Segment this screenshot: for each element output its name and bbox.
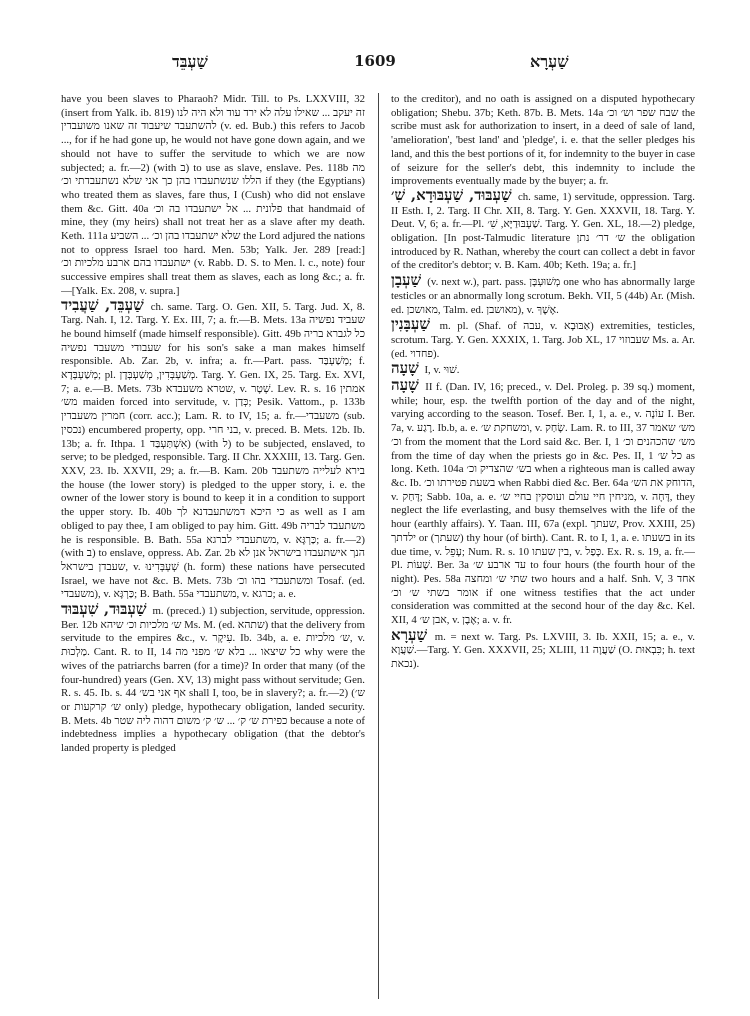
continued-entry-text: have you been slaves to Pharaoh? Midr. Till. to Ps. LXXVIII, 32 (insert from Yalk. ib. 819) זה יעקב ... שאילו עלה לא ירד עוד ולא היה לנו להשתעבד שיעבוד זה שאנו משועבדין (v. ed. Bub.) this refers to Jacob ..., for if he had gone up, he would not have gone down again, and we should not have to suffer the servitude to which we are now subjected; a. fr.—2) (with ב) to use as slave, enslave. Pes. 118b מה הללו שנשתעבדו בהן כך אני שלא נשתעבדתי וכ׳ if they (the Egyptians) who treated them as slaves, fare thus, I (Cush) who did not enslave them &c. Gitt. 40a פלונית ... אל ישתעבדו בה וכ׳ that handmaid of mine, they (my heirs) shall not treat her as a slave after my death. Keth. 111a שלא ישתעבדו בהן וכ׳ ... השביע the Lord adjured the nations not to oppress Israel too hard. Men. 53b; Yalk. Jer. 289 [read:] ישתעבדו בהם ארבע מלכיות וכ׳ (v. Rabb. D. S. to Men. l. c., note) four successive empires shall treat them as slaves, each as long &c.; a. fr.—[Yalk. Ex. 208, v. supra.] [61, 93, 365, 297]
entry-body: ch. same. Targ. O. Gen. XII, 5. Targ. Jud. X, 8. Targ. Nah. I, 12. Targ. Y. Ex. III, 7; a. fr.—B. Mets. 13a שעביד נפשיה he bound himself (made himself responsible). Gitt. 49b כל לגברא בריה שעבודי משעבד נפשיה for his son's sake a man makes himself responsible. Ab. Zar. 2b, v. infra; a. fr.—Part. pass. מְשַׁעְבַּד; f. מְשַׁעְבְּדָא; pl. מְשַׁעְבְּדִין, מְשַׁעְבְּדָן. Targ. Y. Gen. IX, 25. Targ. Ex. XVI, 7; a. e.—B. Mets. 73b שטרא משעבדא, v. שְׁטָר. Lev. R. s. 16 אמתין מש׳ maiden forced into servitude, v. כְּדַן; Pesik. Vattom., p. 133b חמרין משעבדין (corr. acc.); Lam. R. to IV, 15; a. fr.—משעבדי (sub. נכסין) encumbered property, opp. בני חרי, v. preced. B. Mets. 12b. Ib. 13b; a. fr. Ithpa. אִשְׁתַּעְבַּד 1) (with ל) to be subjected, enslaved, to serve; to be pledged, responsible. Targ. II Chr. XXXIII, 13. Targ. Gen. XXV, 23. Ib. XXVII, 29; a. fr.—B. Kam. 20b בירא לעלייה משתעבד the house (the lower story) is pledged to the upper story, i. e. the owner of the lower story is bound to keep it in a condition to support the upper story. Ib. 40b כי היכא דמשתעבדנא לך as well as I am obliged to pay thee, I am obliged to pay him. Gitt. 49b משתעבד לבריה he is responsible. B. Bath. 55a משתעבדי לברגא, v. כַּרְגָּא; a. fr.—2) (with ב) to enslave, oppress. Ab. Zar. 2b הנך אישתעבדו בישראל אנן לא שעבדן בישראל, v. שְׁעְבְּדִינוּ (h. form) these nations have persecuted Israel, we have not &c. B. Mets. 73b ומשתעבדי בהו וכ׳ Tosaf. (ed. משעבדי), v. כַּרְגָּא; B. Bath. 55a משתעבדי, v. כרגא; a. e. [61, 300, 365, 601]
entry-body: ch. same, 1) servitude, oppression. Targ. II Esth. I, 2. Targ. II Chr. XII, 8. Targ. Y. Gen. XXXVII, 18. Targ. Y. Deut. V, 6; a. fr.—Pl. שַׁעְבּוּדַיָּא, שִׁ׳. Targ. Y. Gen. XL, 18.—2) pledge, obligation. [In post-Talmudic literature ש׳ דר׳ נתן the obligation introduced by R. Nathan, whereby the court can collect a debt in favor of the creditor's debtor; v. B. Kam. 40b; Keth. 19a; a. fr.] [391, 190, 695, 272]
entry-body: m. (preced.) 1) subjection, servitude, oppression. Ber. 12b ש׳ מלכיות וכ׳ שיהא Ms. M. (ed. שתהא) that the delivery from servitude to the empires &c., v. עִיקָר. Ib. 34b, a. e. ש׳ מלכיות, v. מַלְכוּת. Cant. R. to II, 14 כל שיצאו ... בלא ש׳ מפני מה why were the wives of the patriarchs barren (for a time)? In order that many (of the four-hundred) years (Gen. XV, 13) might pass without servitude; Gen. R. s. 45. Ib. s. 44 אף אני בש׳ shall I, too, be in slavery?; a. fr.—2) (ש׳ or ש׳ קרקעות only) pledge, hypothecary obligation, landed security. B. Mets. 4b כפירת ש׳ ק׳ ... ש׳ ק׳ משום דהוה ליה שטר because a note of indebtedness implies a hypothecary obligation (that the debtor's landed property is pledged [61, 605, 365, 755]
entry-body: (v. next w.), part. pass. מְשׁוּעְבָּן one who has abnormally large testicles or an abnormally long scrotum. Bekh. VII, 5 (44b) Ar. (Mish. ed. מאושכן, Talm. ed. מאושבן), v. אֶשֶׁךְ. [391, 276, 695, 316]
entry-body: II f. (Dan. IV, 16; preced., v. Del. Proleg. p. 39 sq.) moment, while; hour, esp. the twelfth portion of the day and of the night, varying according to the season. Tosef. Ber. I, 1, a. e., v. עוֹנָה I. Ber. 7a, v. רֶגַע. Ib.b, a. e. ומשחקת ש׳, v. שָׂחַק. Lam. R. to III, 37 מש׳ שאמר וכ׳ from the moment that the Lord said &c. Ber. I, 1 מש׳ שהכהנים וכ׳ from the time of day when the priests go in &c. Pes. II, 1 כל ש׳ as long. Keth. 104a בש׳ שהצדיק וכ׳ when a righteous man is called away &c. Ib. בשעת פטירתו וכ׳ when Rabbi died &c. Ber. 64a הדוחק את הש׳, v. דָּחַק; Sabb. 10a, a. e. מניחין חיי עולם ועוסקין בחיי ש׳, v. דָּחָה, they neglect the life everlasting, and busy themselves with the life of the hour (earthly affairs). Y. Taan. III, 67a (expl. שעתך, Prov. XXIII, 25) ילדתך or (שעתך) thy hour (of birth). Cant. R. to I, 1, a. e. בשעתו in its due time, v. עָפֵל; Num. R. s. 10 בין שעתו, v. כָּפַל. Ex. R. s. 19, a. fr.—Pl. שָׁעוֹת. Ber. 3a עד ארבע ש׳ to four hours (the fourth hour of the night). Pes. 58a שתי ש׳ ומחצה two hours and a half. Snh. V, 3 אחד אומר בשתי ש׳ וכ׳ if one witness testifies that the act under consideration was committed at the second hour of the day &c. Kel. XII, 4 אבן ש׳, v. אֶבֶן; a. v. fr. [391, 381, 695, 627]
left-column [61, 93, 365, 1003]
dictionary-entry [391, 359, 695, 378]
entry-body: m. pl. (Shaf. of עבה, v. אַבּוּבָא) extremities, testicles, scrotum. Targ. Y. Gen. XXXIX, 1. Targ. Job XL, 17 שעבוזוי Ms. a. Ar. (ed. פחדוי). [391, 320, 695, 360]
left-catchword: שַׁעְבֵּד [172, 52, 208, 71]
column-divider [378, 93, 379, 999]
entry-headword: שַׁעְבָן [391, 271, 422, 290]
entry-body: I, v. שׁוּי. [424, 364, 460, 377]
dictionary-entry [61, 295, 365, 602]
entry-headword: שַׁעְרָא [391, 625, 428, 644]
entry-headword: שָׁעָה [391, 376, 419, 395]
entry-headword: שַׁעְבֵּד, שַׁעֲבִיד [61, 295, 144, 314]
page-number: 1609 [354, 52, 396, 70]
page-header [0, 52, 750, 72]
right-catchword: שַׁעְרָא [530, 52, 569, 71]
entry-headword: שַׁעְבּוּד, שִׁעְבּוּד [61, 600, 147, 619]
entry-headword: שַׁעְבָּנִין [391, 315, 430, 334]
dictionary-entry [391, 185, 695, 273]
dictionary-entry [391, 271, 695, 317]
entry-body: m. = next w. Targ. Ps. LXVIII, 3. Ib. XXII, 15; a. e., v. שַׁעֲוָא.—Targ. Y. Gen. XXXVII, 25; XLIII, 11 שַׁעֲוָה (O. כִּבְאוּת; h. text נכאת). [391, 630, 695, 671]
dictionary-entry [391, 315, 695, 361]
entry-headword: שָׁעָה [391, 359, 419, 378]
dictionary-entry [391, 625, 695, 672]
right-column [391, 93, 695, 1003]
continued-entry-text: to the creditor), and no oath is assigned on a disputed hypothecary obligation; Shebu. 37b; Keth. 87b. B. Mets. 14a שבח שפר וש׳ וכ׳ the scribe must ask for authorization to insert, in a deed of sale of land, 'amelioration', 'best land' and 'pledge', i. e. that the seller pledges his land, and this the best portions of it, for indemnity to the buyer in case of seizure for the seller's debt, this indemnity to include the improvements eventually made by the buyer; a. fr. [391, 93, 695, 188]
entry-headword: שַׁעְבּוּד, שַׁעְבּוּדָא, שִׁ׳ [391, 185, 512, 204]
dictionary-entry [391, 376, 695, 628]
dictionary-entry [61, 600, 365, 756]
